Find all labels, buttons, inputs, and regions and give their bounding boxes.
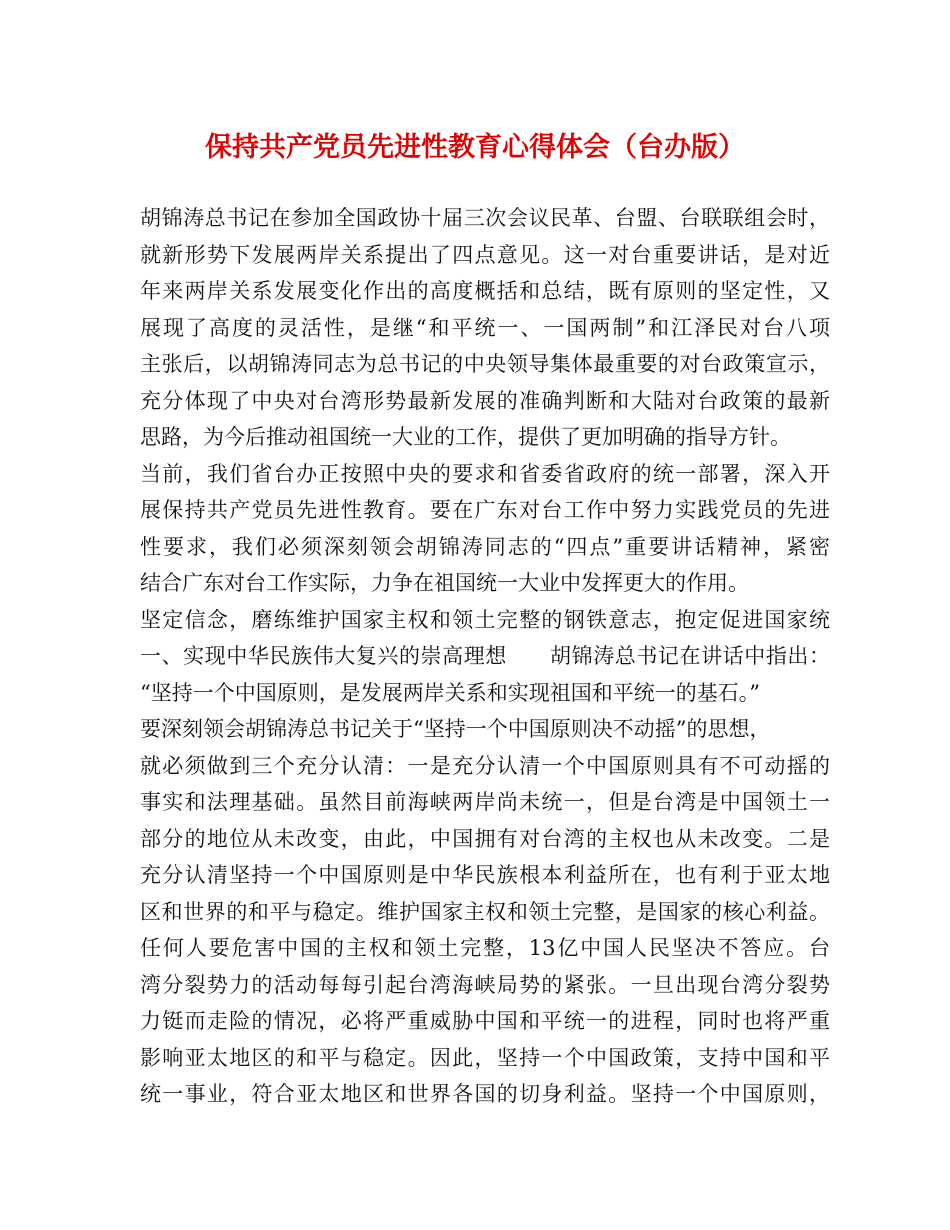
body-line: 就必须做到三个充分认清：一是充分认清一个中国原则具有不可动摇的 — [140, 753, 830, 778]
body-line: 区和世界的和平与稳定。维护国家主权和领土完整，是国家的核心利益。 — [140, 899, 830, 924]
body-line: 展保持共产党员先进性教育。要在广东对台工作中努力实践党员的先进 — [140, 498, 830, 522]
body-line: 一、实现中华民族伟大复兴的崇高理想 胡锦涛总书记在讲话中指出： — [140, 644, 830, 668]
body-line: 思路，为今后推动祖国统一大业的工作，提供了更加明确的指导方针。 — [140, 425, 791, 449]
body-line: 结合广东对台工作实际，力争在祖国统一大业中发挥更大的作用。 — [140, 571, 749, 595]
document-body — [140, 200, 830, 1113]
body-line: 任何人要危害中国的主权和领土完整，13亿中国人民坚决不答应。台 — [140, 936, 830, 960]
document-title: 保持共产党员先进性教育心得体会（台办版） — [205, 132, 745, 163]
body-line: 事实和法理基础。虽然目前海峡两岸尚未统一，但是台湾是中国领土一 — [140, 790, 830, 814]
body-line: 性要求，我们必须深刻领会胡锦涛同志的“四点”重要讲话精神，紧密 — [140, 534, 830, 559]
body-line: 主张后，以胡锦涛同志为总书记的中央领导集体最重要的对台政策宣示， — [140, 352, 830, 376]
body-line: 当前，我们省台办正按照中央的要求和省委省政府的统一部署，深入开 — [140, 461, 830, 486]
body-line: 就新形势下发展两岸关系提出了四点意见。这一对台重要讲话，是对近 — [140, 242, 830, 267]
body-line: 力铤而走险的情况，必将严重威胁中国和平统一的进程，同时也将严重 — [140, 1009, 830, 1033]
body-line: 充分认清坚持一个中国原则是中华民族根本利益所在，也有利于亚太地 — [140, 863, 830, 887]
body-line: 统一事业，符合亚太地区和世界各国的切身利益。坚持一个中国原则， — [140, 1082, 830, 1106]
body-line: 年来两岸关系发展变化作出的高度概括和总结，既有原则的坚定性，又 — [140, 279, 830, 303]
body-line: 影响亚太地区的和平与稳定。因此，坚持一个中国政策，支持中国和平 — [140, 1045, 830, 1070]
body-line: 胡锦涛总书记在参加全国政协十届三次会议民革、台盟、台联联组会时， — [140, 206, 830, 230]
body-line: 充分体现了中央对台湾形势最新发展的准确判断和大陆对台政策的最新 — [140, 388, 830, 413]
body-line: 部分的地位从未改变，由此，中国拥有对台湾的主权也从未改变。二是 — [140, 826, 830, 851]
body-line: 坚定信念，磨练维护国家主权和领土完整的钢铁意志，抱定促进国家统 — [140, 607, 830, 632]
body-line: 要深刻领会胡锦涛总书记关于“坚持一个中国原则决不动摇”的思想， — [140, 717, 771, 741]
body-line: 展现了高度的灵活性，是继“和平统一、一国两制”和江泽民对台八项 — [140, 315, 830, 340]
body-line: 湾分裂势力的活动每每引起台湾海峡局势的紧张。一旦出现台湾分裂势 — [140, 972, 830, 997]
body-line: “坚持一个中国原则，是发展两岸关系和实现祖国和平统一的基石。” — [140, 680, 760, 705]
